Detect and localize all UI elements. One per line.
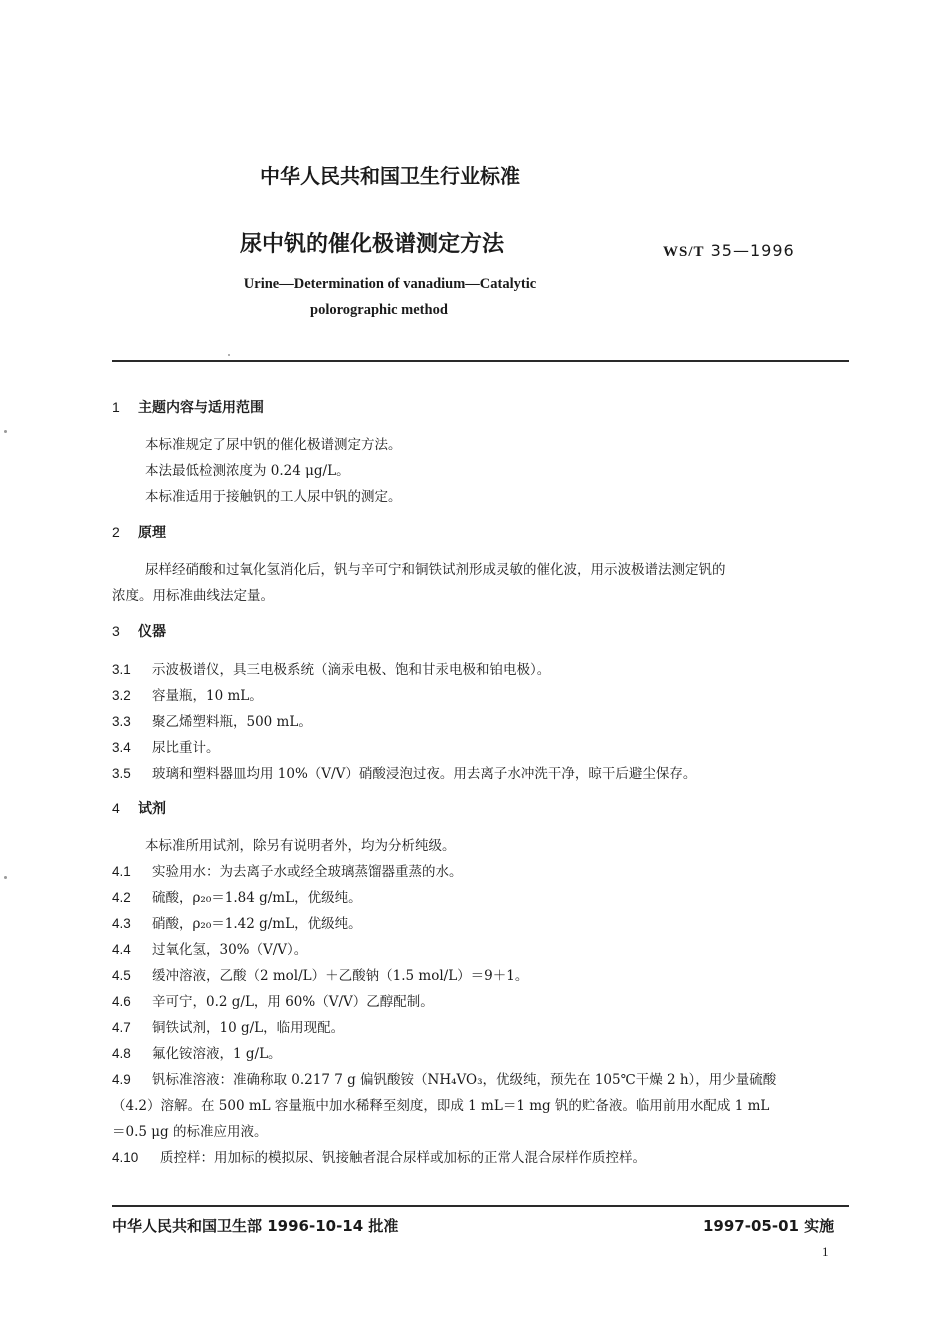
section-title: 原理 xyxy=(138,525,166,541)
item-number: 4.1 xyxy=(112,864,131,879)
item-text: 缓冲溶液，乙酸（2 mol/L）＋乙酸钠（1.5 mol/L）＝9＋1。 xyxy=(152,968,529,984)
standard-code xyxy=(663,241,795,261)
item-number: 3.5 xyxy=(112,766,131,781)
scan-speck xyxy=(4,876,7,879)
section-number: 1 xyxy=(112,399,120,415)
standard-code-prefix: WS/T xyxy=(663,244,705,260)
item-text: 氟化铵溶液，1 g/L。 xyxy=(152,1046,282,1062)
section-3-heading xyxy=(112,621,166,641)
list-item xyxy=(112,1146,646,1166)
list-item xyxy=(112,938,307,958)
list-item xyxy=(112,684,263,704)
paragraph: 本标准所用试剂，除另有说明者外，均为分析纯级。 xyxy=(145,838,456,854)
paragraph: 尿样经硝酸和过氧化氢消化后，钒与辛可宁和铜铁试剂形成灵敏的催化波，用示波极谱法测定钒的 xyxy=(145,562,726,578)
list-item xyxy=(112,1016,344,1036)
list-item xyxy=(112,1042,282,1062)
item-text: 铜铁试剂，10 g/L，临用现配。 xyxy=(152,1020,345,1036)
english-title-line1: Urine—Determination of vanadium—Catalytic xyxy=(243,276,537,292)
list-item xyxy=(112,860,463,880)
item-number: 3.2 xyxy=(112,688,131,703)
scan-speck xyxy=(4,430,7,433)
section-4-heading xyxy=(112,798,166,818)
list-item xyxy=(112,1068,776,1088)
implementation-date: 1997-05-01 实施 xyxy=(703,1217,835,1235)
page-number: 1 xyxy=(822,1244,829,1259)
standard-title: 尿中钒的催化极谱测定方法 xyxy=(240,232,505,257)
item-text: 容量瓶，10 mL。 xyxy=(152,688,263,704)
item-number: 4.8 xyxy=(112,1046,131,1061)
organization-title: 中华人民共和国卫生行业标准 xyxy=(260,164,520,188)
list-item xyxy=(112,886,362,906)
item-number: 3.1 xyxy=(112,662,131,677)
item-text: 硝酸，ρ₂₀＝1.42 g/mL，优级纯。 xyxy=(152,916,362,932)
list-item xyxy=(112,736,220,756)
item-text: 辛可宁，0.2 g/L，用 60%（V/V）乙醇配制。 xyxy=(152,994,434,1010)
item-text: 实验用水：为去离子水或经全玻璃蒸馏器重蒸的水。 xyxy=(152,864,463,880)
paragraph: 本标准适用于接触钒的工人尿中钒的测定。 xyxy=(145,489,402,505)
item-number: 4.9 xyxy=(112,1072,131,1087)
list-item xyxy=(112,658,550,678)
section-1-heading xyxy=(112,397,264,417)
item-number: 3.4 xyxy=(112,740,131,755)
section-2-heading xyxy=(112,522,166,542)
english-title-line2: polorographic method xyxy=(310,302,448,318)
item-text: 过氧化氢，30%（V/V）。 xyxy=(152,942,308,958)
item-continuation: ＝0.5 μg 的标准应用液。 xyxy=(112,1124,268,1140)
approval-line: 中华人民共和国卫生部 1996-10-14 批准 xyxy=(112,1217,399,1235)
list-item xyxy=(112,912,362,932)
item-text: 钒标准溶液：准确称取 0.217 7 g 偏钒酸铵（NH₄VO₃，优级纯，预先在 105℃干燥 2 h），用少量硫酸 xyxy=(152,1072,777,1088)
paragraph: 本标准规定了尿中钒的催化极谱测定方法。 xyxy=(145,437,402,453)
item-number: 4.10 xyxy=(112,1150,139,1165)
item-text: 玻璃和塑料器皿均用 10%（V/V）硝酸浸泡过夜。用去离子水冲洗干净，晾干后避尘保存。 xyxy=(152,766,697,782)
item-text: 尿比重计。 xyxy=(152,740,220,756)
item-text: 质控样：用加标的模拟尿、钒接触者混合尿样或加标的正常人混合尿样作质控样。 xyxy=(160,1150,646,1166)
item-number: 4.5 xyxy=(112,968,131,983)
item-text: 聚乙烯塑料瓶，500 mL。 xyxy=(152,714,312,730)
paragraph: 本法最低检测浓度为 0.24 μg/L。 xyxy=(145,463,350,479)
item-number: 4.6 xyxy=(112,994,131,1009)
item-number: 4.7 xyxy=(112,1020,131,1035)
section-number: 2 xyxy=(112,524,120,540)
item-text: 硫酸，ρ₂₀＝1.84 g/mL，优级纯。 xyxy=(152,890,362,906)
section-number: 3 xyxy=(112,623,120,639)
section-title: 仪器 xyxy=(138,624,166,640)
section-title: 主题内容与适用范围 xyxy=(138,400,264,416)
section-title: 试剂 xyxy=(138,801,166,817)
item-number: 4.3 xyxy=(112,916,131,931)
scan-speck xyxy=(228,354,230,356)
list-item xyxy=(112,964,528,984)
paragraph: 浓度。用标准曲线法定量。 xyxy=(112,588,274,604)
list-item xyxy=(112,710,312,730)
item-number: 4.2 xyxy=(112,890,131,905)
item-number: 3.3 xyxy=(112,714,131,729)
item-text: 示波极谱仪，具三电极系统（滴汞电极、饱和甘汞电极和铂电极）。 xyxy=(152,662,551,678)
section-number: 4 xyxy=(112,800,120,816)
standard-code-number: 35—1996 xyxy=(710,241,795,260)
list-item xyxy=(112,990,434,1010)
header-divider xyxy=(112,360,849,362)
item-continuation: （4.2）溶解。在 500 mL 容量瓶中加水稀释至刻度，即成 1 mL＝1 mg 钒的贮备液。临用前用水配成 1 mL xyxy=(112,1098,770,1114)
item-number: 4.4 xyxy=(112,942,131,957)
footer-divider xyxy=(112,1205,849,1207)
list-item xyxy=(112,762,696,782)
